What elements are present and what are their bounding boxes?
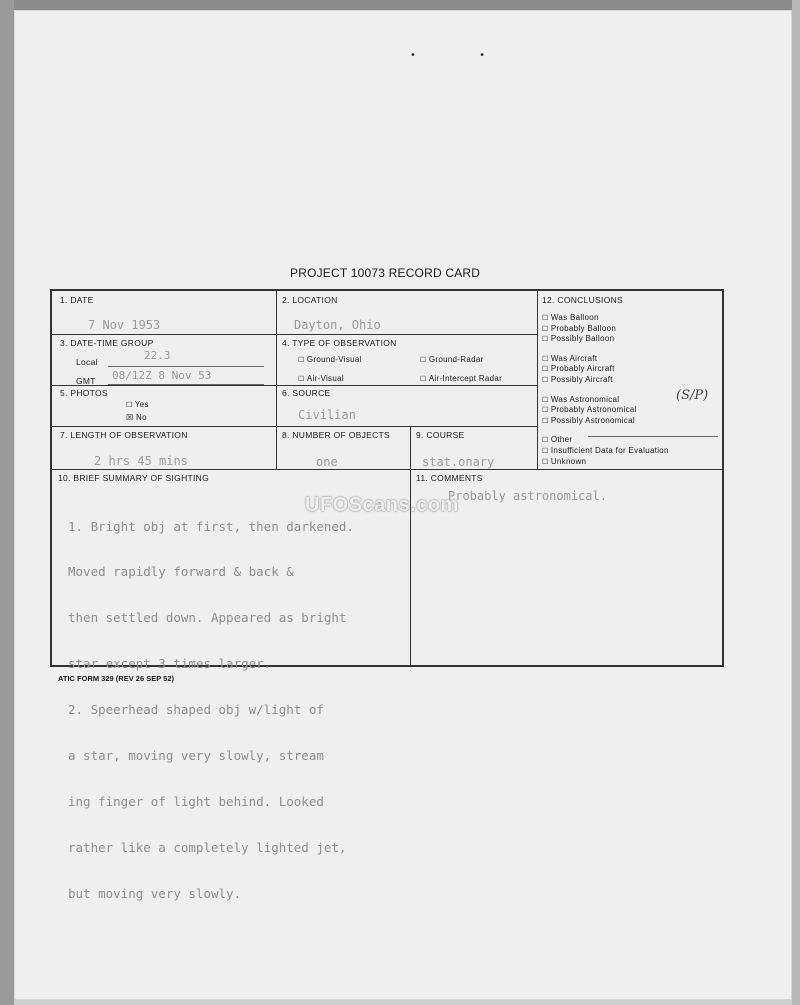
form-number: ATIC FORM 329 (REV 26 SEP 52) — [58, 674, 175, 683]
divider — [52, 426, 537, 427]
photos-yes: ☐ Yes — [126, 400, 149, 409]
divider — [52, 469, 724, 470]
photos-no-checkbox: ☒ — [126, 413, 134, 422]
conclusion-was-balloon: ☐ Was Balloon — [542, 313, 724, 324]
option-ground-radar: ☐ Ground-Radar — [420, 355, 484, 364]
gmt-underline — [108, 384, 264, 385]
divider — [52, 385, 537, 386]
scan-edge-left — [0, 0, 14, 1005]
conclusion-possibly-astronomical: ☐ Possibly Astronomical — [542, 416, 724, 427]
location-label: 2. LOCATION — [282, 295, 338, 305]
length-of-observation-label: 7. LENGTH OF OBSERVATION — [60, 430, 188, 440]
gmt-value: 08/12Z 8 Nov 53 — [112, 369, 212, 382]
source-label: 6. SOURCE — [282, 388, 331, 398]
summary-line: rather like a completely lighted jet, — [68, 839, 347, 855]
summary-line: 2. Speerhead shaped obj w/light of — [68, 702, 324, 718]
divider — [276, 291, 277, 469]
scan-edge-top — [0, 0, 800, 10]
handwritten-annotation: (S/P) — [676, 388, 709, 403]
local-label: Local — [76, 357, 98, 367]
option-air-intercept-radar: ☐ Air-Intercept Radar — [420, 374, 502, 383]
conclusion-was-astronomical: ☐ Was Astronomical — [542, 395, 724, 406]
comments-value: Probably astronomical. — [448, 489, 607, 503]
summary-line: but moving very slowly. — [68, 885, 242, 901]
conclusion-other: ☐ Other — [542, 435, 724, 446]
photos-no-row — [126, 413, 147, 422]
number-of-objects-label: 8. NUMBER OF OBJECTS — [282, 430, 391, 440]
conclusion-insufficient-data: ☐ Insufficient Data for Evaluation — [542, 446, 724, 457]
conclusion-unknown: ☐ Unknown — [542, 457, 724, 468]
local-value: 22.3 — [144, 349, 171, 362]
conclusion-was-aircraft: ☐ Was Aircraft — [542, 354, 724, 365]
course-label: 9. COURSE — [416, 430, 465, 440]
photos-no: No — [136, 413, 147, 422]
length-of-observation-value: 2 hrs 45 mins — [94, 454, 188, 468]
photos-label: 5. PHOTOS — [60, 388, 108, 398]
summary-line: then settled down. Appeared as bright — [68, 610, 347, 626]
summary-line: Moved rapidly forward & back & — [68, 564, 294, 580]
other-underline — [588, 436, 718, 437]
summary-line: ing finger of light behind. Looked — [68, 793, 324, 809]
conclusion-probably-aircraft: ☐ Probably Aircraft — [542, 364, 724, 375]
brief-summary-label: 10. BRIEF SUMMARY OF SIGHTING — [58, 473, 210, 483]
conclusions-label: 12. CONCLUSIONS — [542, 295, 624, 305]
date-value: 7 Nov 1953 — [88, 318, 161, 332]
source-value: Civilian — [298, 408, 356, 422]
summary-line: 1. Bright obj at first, then darkened. — [68, 518, 354, 534]
date-time-group-label: 3. DATE-TIME GROUP — [60, 338, 154, 348]
watermark: UFOScans.com — [305, 494, 459, 516]
conclusion-probably-balloon: ☐ Probably Balloon — [542, 324, 724, 335]
comments-label: 11. COMMENTS — [416, 473, 483, 483]
summary-line: star except 3 times larger. — [68, 656, 272, 672]
conclusion-possibly-balloon: ☐ Possibly Balloon — [542, 334, 724, 345]
conclusion-probably-astronomical: ☐ Probably Astronomical — [542, 405, 724, 416]
date-label: 1. DATE — [60, 295, 94, 305]
divider — [410, 426, 411, 667]
punch-dots: • • — [410, 50, 515, 61]
option-air-visual: ☐ Air-Visual — [298, 374, 344, 383]
divider — [537, 291, 538, 469]
summary-line: a star, moving very slowly, stream — [68, 748, 324, 764]
course-value: stat.onary — [422, 455, 495, 469]
type-of-observation-label: 4. TYPE OF OBSERVATION — [282, 338, 397, 348]
option-ground-visual: ☐ Ground-Visual — [298, 355, 362, 364]
gmt-label: GMT — [76, 376, 96, 386]
location-value: Dayton, Ohio — [294, 318, 381, 332]
number-of-objects-value: one — [316, 455, 338, 469]
divider — [52, 334, 537, 335]
local-underline — [108, 366, 264, 367]
conclusion-possibly-aircraft: ☐ Possibly Aircraft — [542, 375, 724, 386]
card-title: PROJECT 10073 RECORD CARD — [290, 266, 481, 280]
scan-edge-right — [792, 0, 800, 1005]
brief-summary-text — [68, 488, 354, 932]
